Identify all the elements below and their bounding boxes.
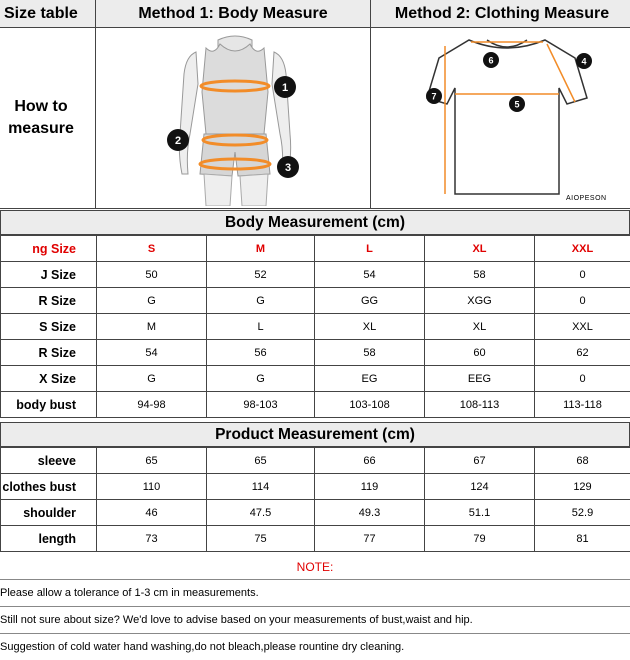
svg-text:3: 3 (284, 162, 292, 174)
svg-text:6: 6 (488, 55, 494, 66)
table-cell: 129 (535, 474, 630, 500)
table-row (1, 366, 630, 392)
table-cell: XXL (535, 236, 630, 262)
body-measurement-title: Body Measurement (cm) (0, 210, 630, 235)
table-cell: 114 (207, 474, 315, 500)
table-cell: 103-108 (315, 392, 425, 418)
body-measure-figure (160, 34, 310, 206)
table-cell: 62 (535, 340, 630, 366)
body-marker-1 (273, 75, 297, 99)
table-cell: 52 (207, 262, 315, 288)
table-row (1, 340, 630, 366)
table-cell: 66 (315, 448, 425, 474)
table-row (1, 474, 630, 500)
table-row (1, 236, 630, 262)
table-row (1, 448, 630, 474)
table-cell: XL (425, 314, 535, 340)
table-cell: M (97, 314, 207, 340)
table-cell: EG (315, 366, 425, 392)
table-cell: 67 (425, 448, 535, 474)
divider (370, 0, 371, 209)
note-line-1: Please allow a tolerance of 1-3 cm in measurements. (0, 580, 630, 607)
table-cell: GG (315, 288, 425, 314)
shirt-marker-7 (425, 87, 443, 105)
product-measurement-title: Product Measurement (cm) (0, 422, 630, 447)
row-label: length (1, 526, 97, 552)
table-cell: 46 (97, 500, 207, 526)
row-label: shoulder (1, 500, 97, 526)
table-row (1, 288, 630, 314)
row-label: X Size (1, 366, 97, 392)
table-cell: 0 (535, 262, 630, 288)
note-line-3: Suggestion of cold water hand washing,do not bleach,please rountine dry cleaning. (0, 641, 405, 653)
table-cell: 113-118 (535, 392, 630, 418)
table-cell: 68 (535, 448, 630, 474)
svg-text:7: 7 (431, 91, 437, 102)
table-cell: EEG (425, 366, 535, 392)
table-cell: L (315, 236, 425, 262)
header-size-table: Size table (4, 5, 78, 22)
body-marker-2 (166, 128, 190, 152)
table-cell: G (97, 288, 207, 314)
table-cell: 79 (425, 526, 535, 552)
divider (95, 0, 96, 209)
table-cell: XXL (535, 314, 630, 340)
row-label: R Size (1, 288, 97, 314)
table-row (1, 262, 630, 288)
shirt-marker-6 (482, 51, 500, 69)
table-row (1, 314, 630, 340)
table-cell: 54 (315, 262, 425, 288)
table-cell: 119 (315, 474, 425, 500)
shirt-marker-5 (508, 95, 526, 113)
table-cell: 65 (207, 448, 315, 474)
table-cell: 52.9 (535, 500, 630, 526)
table-cell: 51.1 (425, 500, 535, 526)
row-label: body bust (1, 392, 97, 418)
brand-label: AIOPESON (566, 195, 607, 202)
shirt-marker-4 (575, 52, 593, 70)
shirt-measure-figure (425, 36, 590, 198)
table-cell: S (97, 236, 207, 262)
table-row (1, 526, 630, 552)
table-cell: 49.3 (315, 500, 425, 526)
note-line-2: Still not sure about size? We'd love to advise based on your measurements of bust,waist and hip. (0, 607, 630, 634)
table-cell: 110 (97, 474, 207, 500)
table-cell: 47.5 (207, 500, 315, 526)
table-cell: G (97, 366, 207, 392)
table-cell: 0 (535, 288, 630, 314)
svg-text:5: 5 (514, 99, 520, 110)
row-label: R Size (1, 340, 97, 366)
table-cell: 77 (315, 526, 425, 552)
row-label: ng Size (1, 236, 97, 262)
svg-text:1: 1 (281, 82, 289, 94)
how-to-measure-label: How to measure (8, 98, 74, 137)
table-cell: 58 (425, 262, 535, 288)
row-label: sleeve (1, 448, 97, 474)
table-cell: 98-103 (207, 392, 315, 418)
header-method-2: Method 2: Clothing Measure (394, 5, 610, 22)
note-title: NOTE: (0, 555, 630, 580)
header-method-1: Method 1: Body Measure (138, 5, 328, 22)
table-cell: XGG (425, 288, 535, 314)
table-cell: 50 (97, 262, 207, 288)
table-cell: 65 (97, 448, 207, 474)
table-cell: 60 (425, 340, 535, 366)
table-cell: 81 (535, 526, 630, 552)
table-cell: 56 (207, 340, 315, 366)
row-label: J Size (1, 262, 97, 288)
table-cell: 54 (97, 340, 207, 366)
table-cell: 73 (97, 526, 207, 552)
table-cell: XL (425, 236, 535, 262)
table-cell: 108-113 (425, 392, 535, 418)
svg-text:4: 4 (581, 56, 587, 67)
row-label: clothes bust (1, 474, 97, 500)
table-cell: G (207, 366, 315, 392)
table-cell: 94-98 (97, 392, 207, 418)
table-cell: G (207, 288, 315, 314)
table-cell: 75 (207, 526, 315, 552)
table-row (1, 500, 630, 526)
table-cell: XL (315, 314, 425, 340)
table-row (1, 392, 630, 418)
table-cell: 58 (315, 340, 425, 366)
divider (0, 208, 630, 209)
body-marker-3 (276, 155, 300, 179)
row-label: S Size (1, 314, 97, 340)
body-measurement-table (0, 235, 630, 418)
table-cell: 124 (425, 474, 535, 500)
table-cell: M (207, 236, 315, 262)
product-measurement-table (0, 447, 630, 552)
svg-text:2: 2 (174, 135, 182, 147)
table-cell: 0 (535, 366, 630, 392)
table-cell: L (207, 314, 315, 340)
